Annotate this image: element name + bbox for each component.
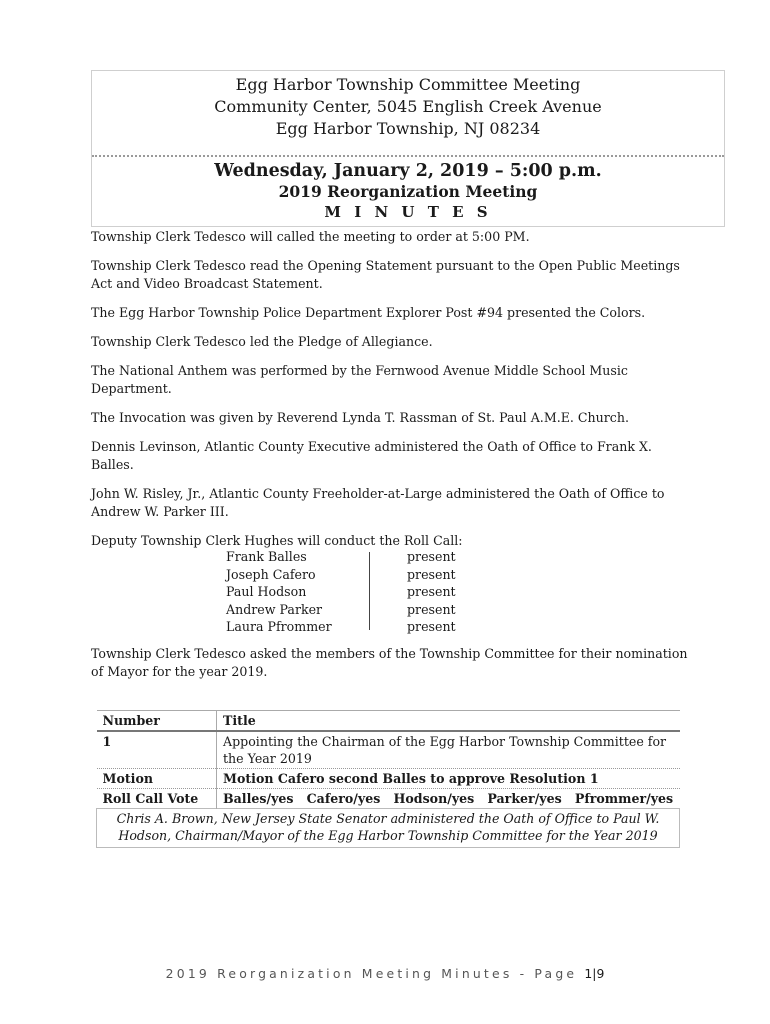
- resolution-table: [96, 710, 680, 848]
- page-number: 1: [584, 966, 593, 981]
- paragraph-roll-call-intro: Deputy Township Clerk Hughes will conduct the Roll Call:: [91, 533, 463, 548]
- roll-call-name: Andrew Parker: [226, 601, 323, 617]
- table-row: [97, 789, 680, 809]
- roll-call-statuses: [407, 548, 507, 636]
- motion-label: Motion: [97, 769, 217, 789]
- roll-call-name: Frank Balles: [226, 549, 307, 564]
- page-footer: [0, 966, 770, 981]
- meeting-header-box: [91, 70, 725, 227]
- minutes-body-continued: [91, 645, 691, 681]
- resolution-title: Appointing the Chairman of the Egg Harbor Township Committee for the Year 2019: [217, 731, 680, 769]
- paragraph-opening-statement: Township Clerk Tedesco read the Opening Statement pursuant to the Open Public Meetings Act and Video Broadcast Statement.: [91, 258, 680, 291]
- paragraph-mayor-nomination: Township Clerk Tedesco asked the members of the Township Committee for their nomination of Mayor for the year 2019.: [91, 646, 688, 679]
- header-date-block: [92, 159, 724, 222]
- roll-call-list: [226, 548, 526, 638]
- paragraph-pledge: Township Clerk Tedesco led the Pledge of Allegiance.: [91, 334, 433, 349]
- vote-label: Roll Call Vote: [97, 789, 217, 809]
- column-header-title: Title: [217, 711, 680, 732]
- header-location-block: [92, 71, 724, 157]
- roll-call-status: present: [407, 584, 456, 599]
- paragraph-oath-parker: John W. Risley, Jr., Atlantic County Freeholder-at-Large administered the Oath of Office to Andrew W. Parker III.: [91, 486, 665, 519]
- oath-note: Chris A. Brown, New Jersey State Senator administered the Oath of Office to Paul W. Hodson, Chairman/Mayor of the Egg Harbor Township Committee for the Year 2019: [97, 809, 680, 848]
- roll-call-name: Joseph Cafero: [226, 566, 316, 582]
- meeting-title: Egg Harbor Township Committee Meeting: [235, 75, 581, 94]
- table-row: [97, 731, 680, 769]
- meeting-venue: Community Center, 5045 English Creek Avenue: [214, 97, 602, 116]
- roll-call-status: present: [407, 566, 456, 582]
- meeting-date: Wednesday, January 2, 2019 – 5:00 p.m.: [214, 161, 602, 181]
- meeting-city: Egg Harbor Township, NJ 08234: [275, 119, 541, 138]
- roll-call-name: Laura Pfrommer: [226, 619, 332, 634]
- roll-call-divider: [369, 552, 370, 630]
- page-total: 9: [596, 966, 605, 981]
- meeting-type: 2019 Reorganization Meeting: [278, 182, 538, 201]
- table-header-row: [97, 711, 680, 732]
- resolution-number: 1: [97, 731, 217, 769]
- paragraph-colors: The Egg Harbor Township Police Department Explorer Post #94 presented the Colors.: [91, 305, 646, 320]
- table-row: [97, 769, 680, 789]
- footer-label: 2019 Reorganization Meeting Minutes - Page: [165, 966, 578, 981]
- motion-text: Motion Cafero second Balles to approve Resolution 1: [217, 769, 680, 789]
- roll-call-status: present: [407, 549, 456, 564]
- footer-separator: |: [592, 966, 597, 981]
- document-type: M I N U T E S: [324, 203, 492, 221]
- paragraph-invocation: The Invocation was given by Reverend Lynda T. Rassman of St. Paul A.M.E. Church.: [91, 410, 629, 425]
- paragraph-oath-balles: Dennis Levinson, Atlantic County Executive administered the Oath of Office to Frank X. Balles.: [91, 439, 652, 472]
- roll-call-status: present: [407, 619, 456, 634]
- paragraph-call-to-order: Township Clerk Tedesco will called the meeting to order at 5:00 PM.: [91, 229, 530, 244]
- column-header-number: Number: [97, 711, 217, 732]
- paragraph-anthem: The National Anthem was performed by the Fernwood Avenue Middle School Music Department.: [91, 363, 628, 396]
- roll-call-names: [226, 548, 366, 636]
- roll-call-name: Paul Hodson: [226, 584, 307, 599]
- minutes-body: [91, 228, 691, 561]
- vote-text: Balles/yes Cafero/yes Hodson/yes Parker/yes Pfrommer/yes: [217, 789, 680, 809]
- table-note-row: [97, 809, 680, 848]
- roll-call-status: present: [407, 601, 456, 617]
